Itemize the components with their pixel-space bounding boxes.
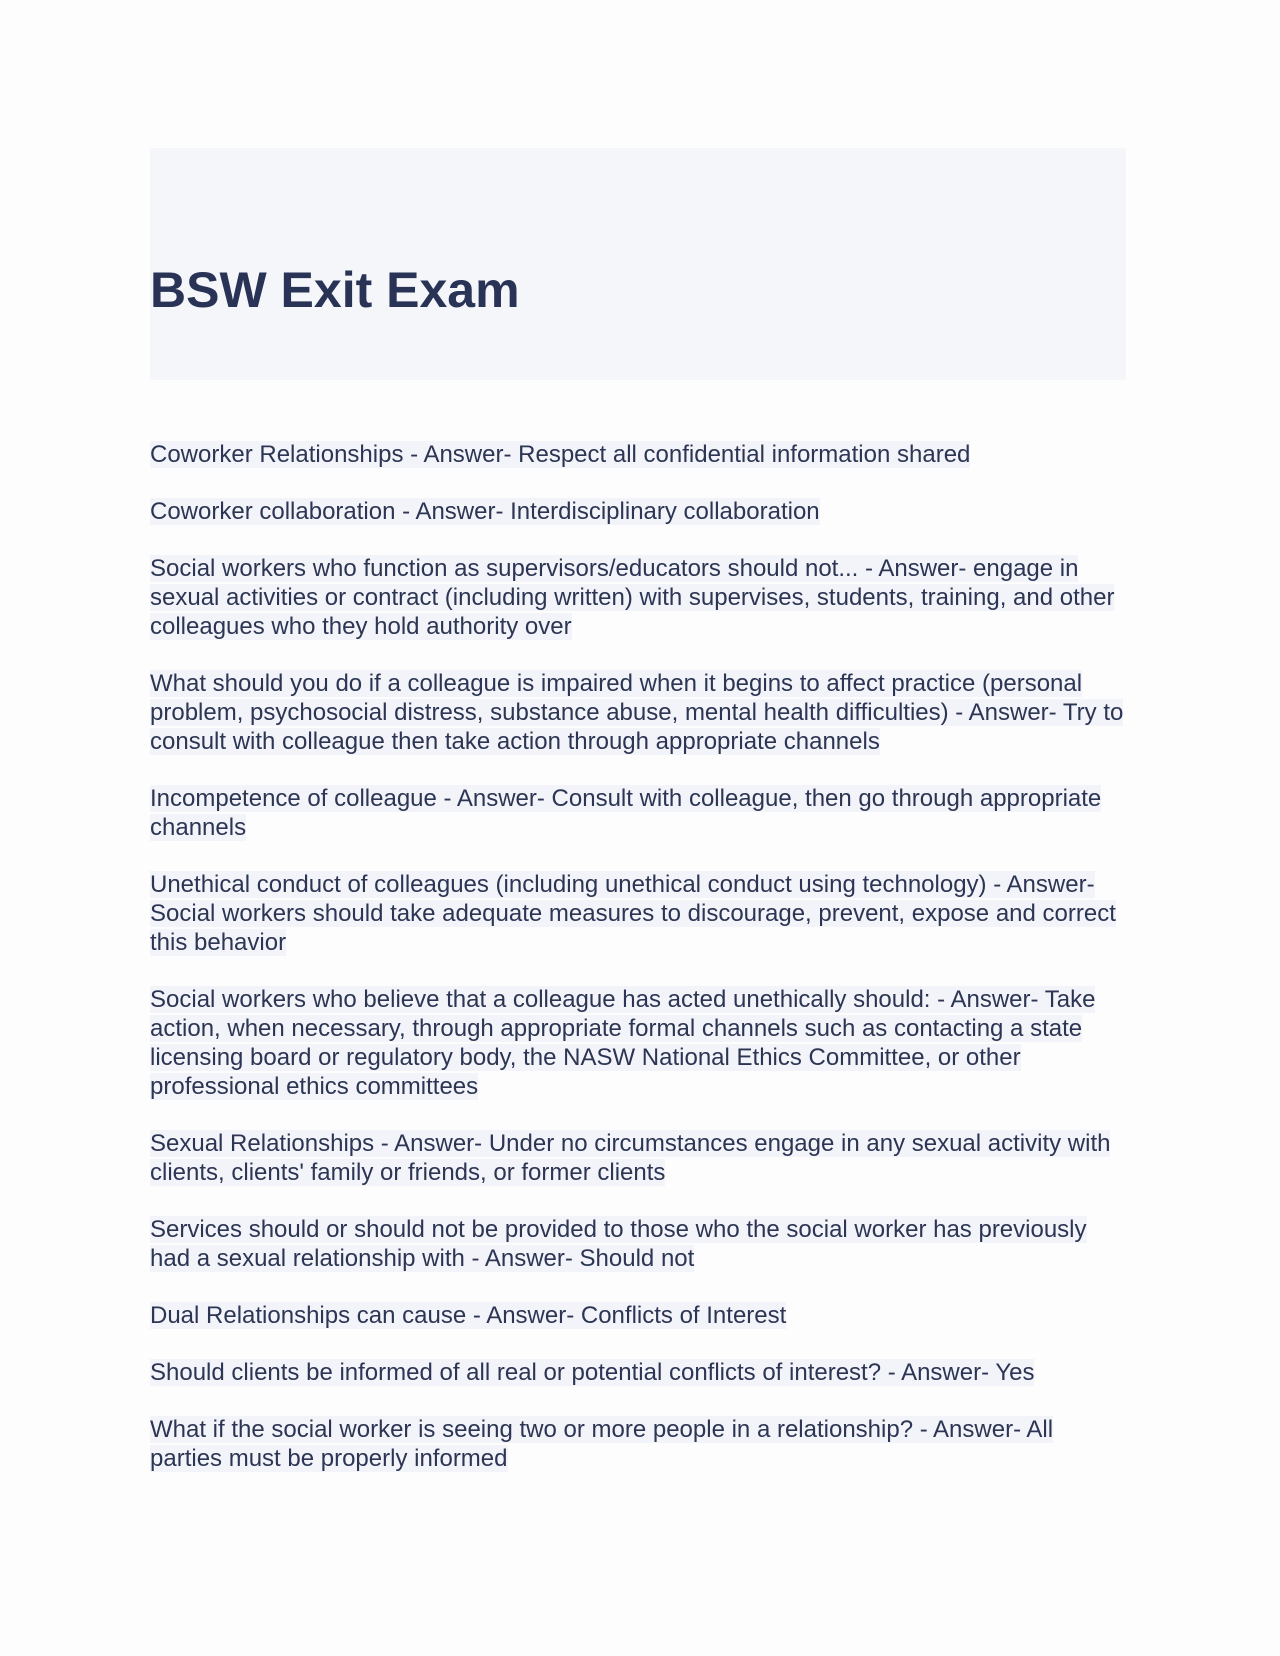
title-banner xyxy=(150,148,1126,380)
qa-entry-text: Dual Relationships can cause - Answer- Conflicts of Interest xyxy=(150,1302,787,1329)
document-title: BSW Exit Exam xyxy=(150,262,520,318)
document-page xyxy=(150,148,1126,1501)
qa-entry xyxy=(150,1129,1126,1187)
qa-entry xyxy=(150,985,1126,1101)
qa-list xyxy=(150,440,1126,1473)
qa-entry-text: What if the social worker is seeing two or more people in a relationship? - Answer- All parties must be properly informed xyxy=(150,1416,1054,1472)
qa-entry-text: Social workers who function as supervisors/educators should not... - Answer- engage in sexual activities or contract (including written) with supervises, students, training, and other colleagues who they hold authority over xyxy=(150,555,1115,640)
qa-entry-text: Services should or should not be provided to those who the social worker has previously had a sexual relationship with - Answer- Should not xyxy=(150,1216,1087,1272)
qa-entry xyxy=(150,497,1126,526)
qa-entry xyxy=(150,669,1126,756)
qa-entry-text: What should you do if a colleague is impaired when it begins to affect practice (personal problem, psychosocial distress, substance abuse, mental health difficulties) - Answer- Try to consult with colleague then take action through appropriate channels xyxy=(150,670,1124,755)
qa-entry-text: Coworker collaboration - Answer- Interdisciplinary collaboration xyxy=(150,498,820,525)
qa-entry-text: Sexual Relationships - Answer- Under no circumstances engage in any sexual activity with clients, clients' family or friends, or former clients xyxy=(150,1130,1111,1186)
qa-entry-text: Coworker Relationships - Answer- Respect all confidential information shared xyxy=(150,441,971,468)
qa-entry-text: Unethical conduct of colleagues (including unethical conduct using technology) - Answer- Social workers should take adequate measures to discourage, prevent, expose and correct this behavior xyxy=(150,871,1116,956)
qa-entry xyxy=(150,554,1126,641)
qa-entry-text: Social workers who believe that a colleague has acted unethically should: - Answer- Take action, when necessary, through appropriate formal channels such as contacting a state licensing board or regulatory body, the NASW National Ethics Committee, or other professional ethics committees xyxy=(150,986,1096,1100)
qa-entry xyxy=(150,1358,1126,1387)
qa-entry xyxy=(150,1415,1126,1473)
qa-entry-text: Should clients be informed of all real or potential conflicts of interest? - Answer- Yes xyxy=(150,1359,1035,1386)
qa-entry xyxy=(150,870,1126,957)
qa-entry xyxy=(150,440,1126,469)
qa-entry xyxy=(150,784,1126,842)
qa-entry xyxy=(150,1301,1126,1330)
qa-entry xyxy=(150,1215,1126,1273)
qa-entry-text: Incompetence of colleague - Answer- Consult with colleague, then go through appropriate channels xyxy=(150,785,1102,841)
